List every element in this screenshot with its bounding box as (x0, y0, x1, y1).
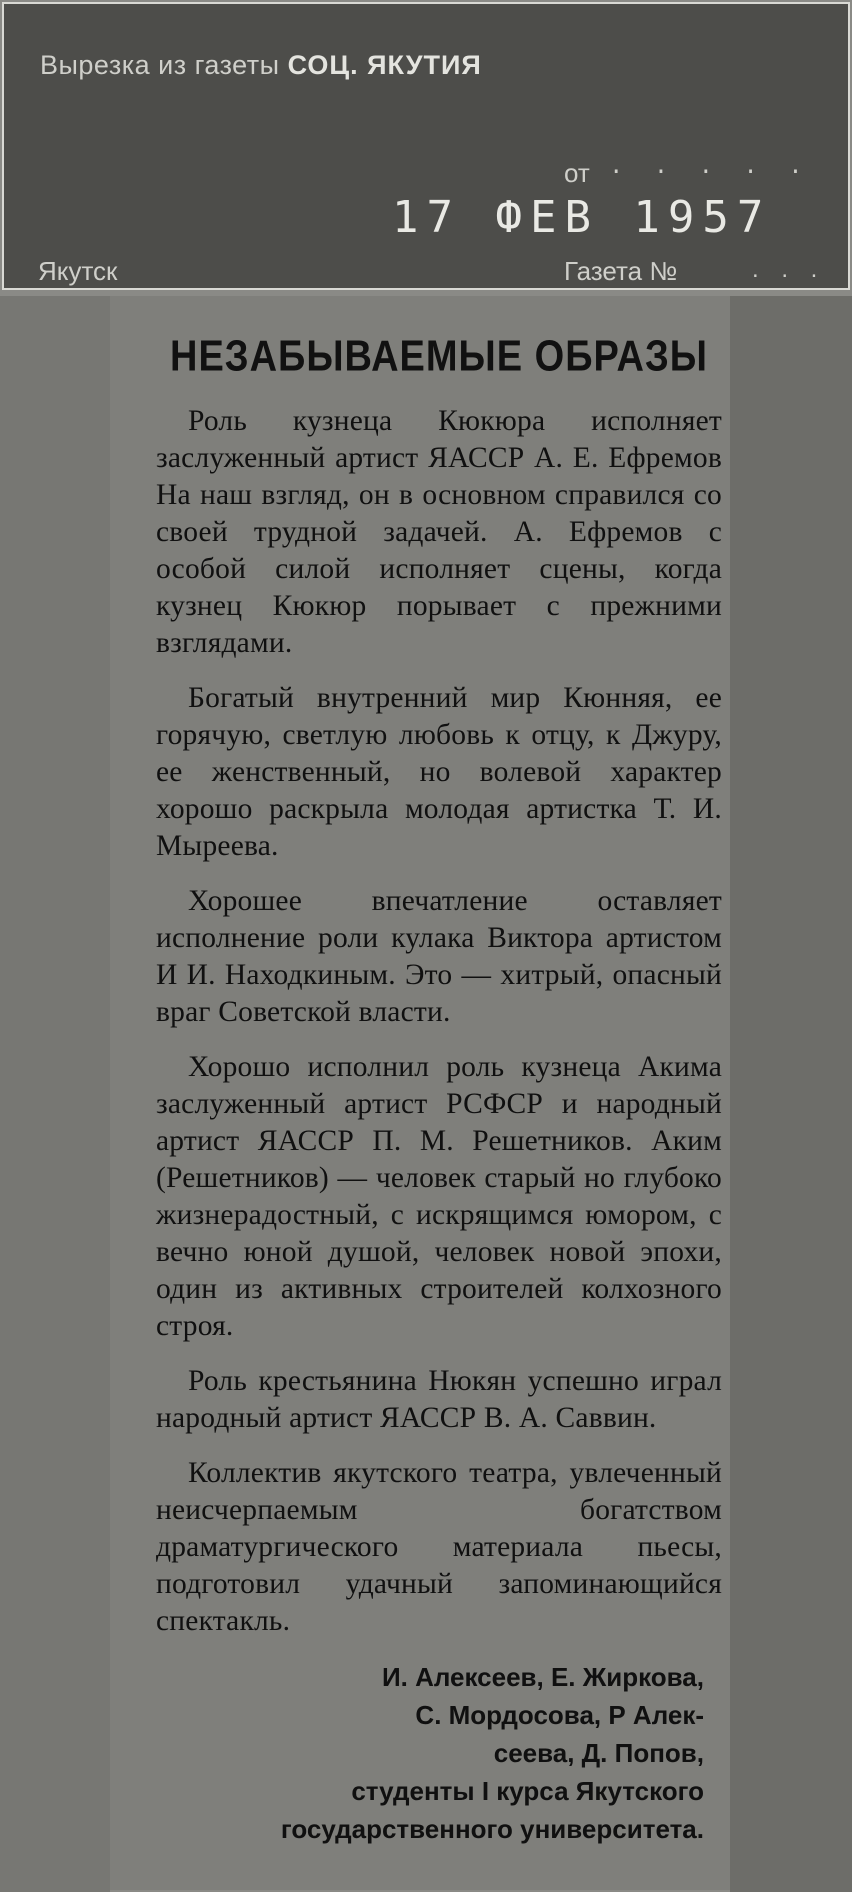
article-signature (156, 1658, 722, 1848)
article-clipping (110, 296, 730, 1890)
from-dots: . . . . . (609, 154, 811, 181)
article-paragraph: Роль крестьянина Нюкян успешно играл народный артист ЯАССР В. А. Саввин. (156, 1365, 722, 1434)
signature-line: С. Мордосова, Р Алек- (415, 1700, 704, 1730)
signature-line: государственного университета. (280, 1814, 704, 1844)
signature-line: студенты I курса Якутского (351, 1776, 704, 1806)
article-paragraph: Роль кузнеца Кюкюра исполняет заслуженный артист ЯАССР А. Е. Ефремов На наш взгляд, он в основном справился со своей трудной задачей. А. Ефремов с особой силой исполняет сцены, когда кузнец Кюкюр порывает с прежними взглядами. (156, 405, 722, 659)
source-prefix: Вырезка из газеты (40, 50, 280, 80)
clipping-label-card (2, 2, 850, 290)
date-stamp: 17 ФЕВ 1957 (392, 192, 772, 243)
article-paragraph: Коллектив якутского театра, увлеченный неисчерпаемым богатством драматургического материала пьесы, подготовил удачный запоминающийся спектакль. (156, 1457, 722, 1637)
signature-line: сеева, Д. Попов, (493, 1738, 704, 1768)
from-label: от (564, 158, 590, 188)
gazeta-number-label: Газета № (564, 256, 678, 286)
background-right (730, 296, 852, 1892)
background-left (0, 296, 110, 1892)
source-line (40, 50, 482, 81)
article-paragraph: Богатый внутренний мир Кюнняя, ее горячую, светлую любовь к отцу, к Джуру, ее женственный, но волевой характер хорошо раскрыла молодая артистка Т. И. Мыреева. (156, 682, 722, 862)
gazeta-number-dots: . . . (752, 256, 826, 283)
article-headline: НЕЗАБЫВАЕМЫЕ ОБРАЗЫ (170, 332, 708, 382)
article-paragraph: Хорошо исполнил роль кузнеца Акима заслуженный артист РСФСР и народный артист ЯАССР П. М. Решетников. Аким (Решетников) — человек старый но глубоко жизнерадостный, с искрящимся юмором, с вечно юной душой, человек новой эпохи, один из активных строителей колхозного строя. (156, 1051, 722, 1342)
article-paragraph: Хорошее впечатление оставляет исполнение роли кулака Виктора артистом И И. Находкиным. Это — хитрый, опасный враг Советской власти. (156, 885, 722, 1028)
signature-line: И. Алексеев, Е. Жиркова, (381, 1662, 704, 1692)
city-label: Якутск (38, 256, 118, 286)
newspaper-name: СОЦ. ЯКУТИЯ (287, 50, 482, 80)
